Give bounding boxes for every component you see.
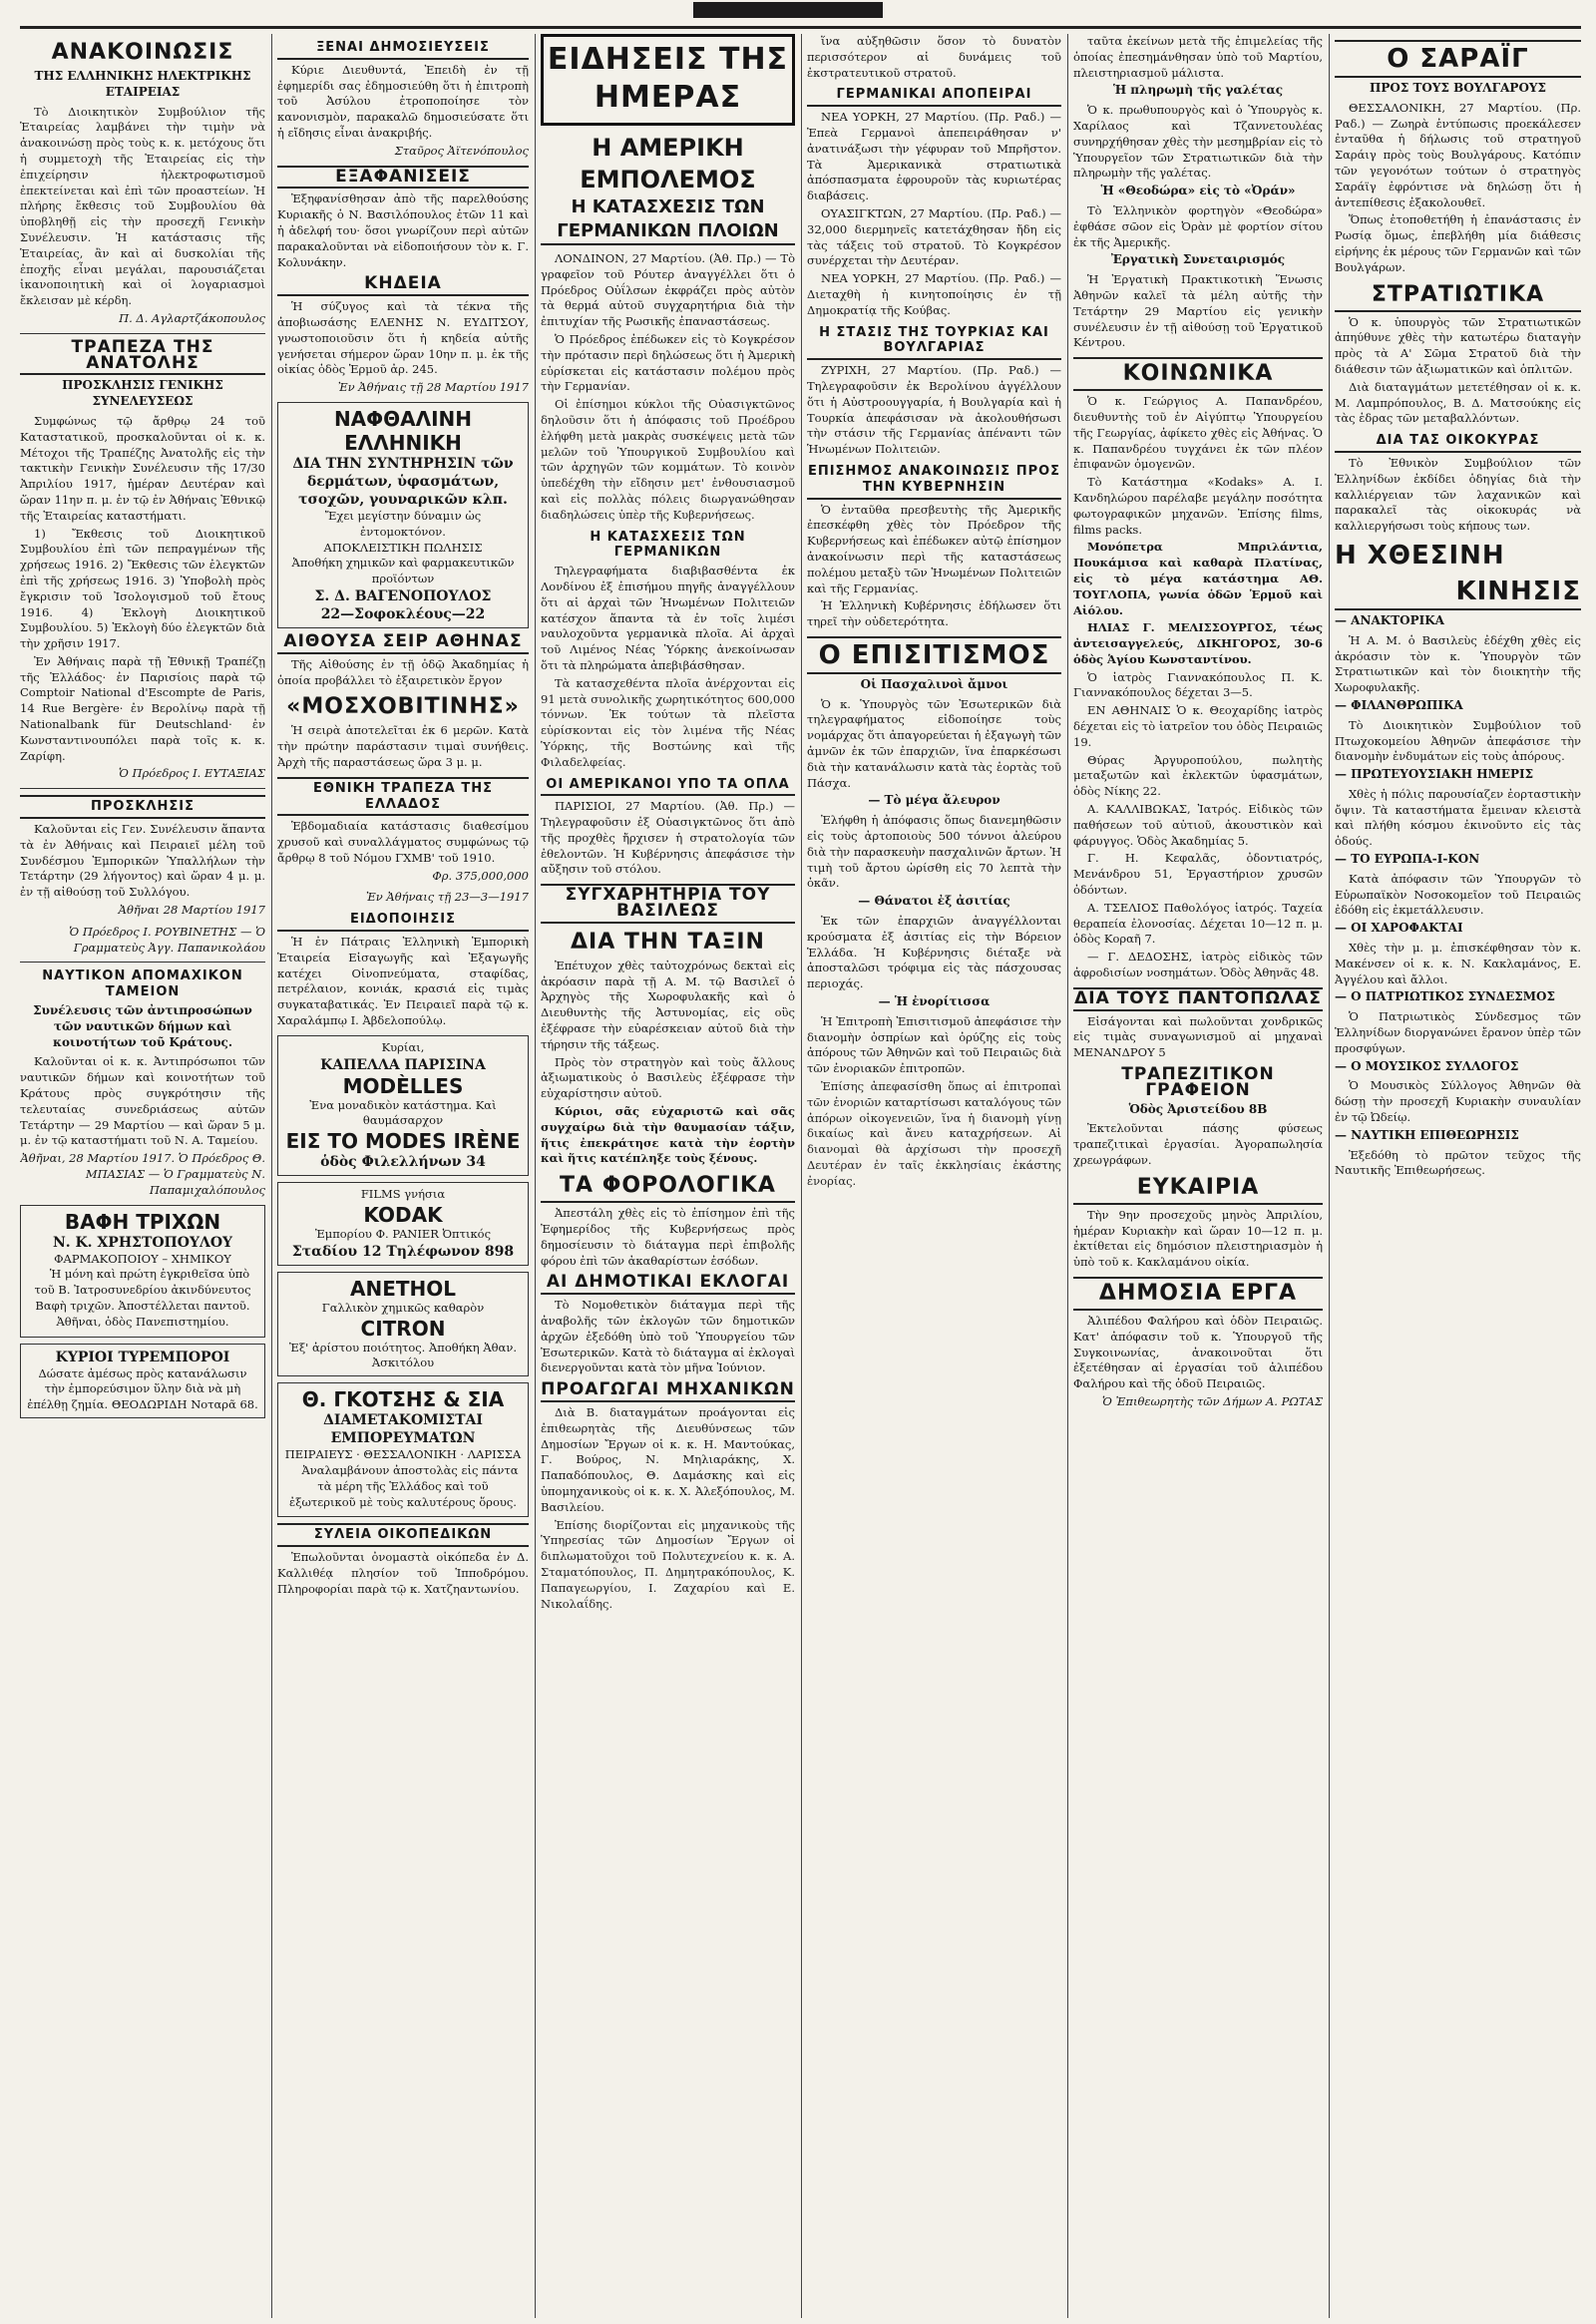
patriotikos-body: Ὁ Πατριωτικὸς Σύνδεσμος τῶν Ἑλληνίδων διοργανώνει ἔρανον ὑπὲρ τῶν προσφύγων. <box>1335 1009 1581 1055</box>
kodak-films: FILMS γνήσια <box>360 1187 446 1202</box>
episitismos-kicker: Οἱ Πασχαλινοὶ ἄμνοι <box>860 676 1008 691</box>
evropaikon-body: Κατὰ ἀπόφασιν τῶν Ὑπουργῶν τὸ Εὐρωπαϊκὸν Νοσοκομεῖον τοῦ Πειραιῶς ἐδόθη εἰς ἐκμετάλλευσιν. <box>1335 871 1581 918</box>
stratiotika-body: Ὁ κ. ὑπουργὸς τῶν Στρατιωτικῶν ἀπηύθυνε χθὲς τὴν κατωτέρω διαταγὴν πρὸς τὰ Α' Σῶμα Στρατοῦ διὰ τὴν διάθεσιν τῶν ἀξιωματικῶν καὶ ὁπλιτῶν. <box>1335 314 1581 376</box>
protevousiaki-heading: — ΠΡΩΤΕΥΟΥΣΙΑΚΗ ΗΜΕΡΙΣ <box>1335 767 1534 782</box>
kodak-ad <box>277 1182 529 1266</box>
mousikos-body: Ὁ Μουσικὸς Σύλλογος Ἀθηνῶν θὰ δώσῃ τὴν προσεχῆ Κυριακὴν συναυλίαν ἐν τῷ Ὠδείῳ. <box>1335 1078 1581 1125</box>
pantopoles-body: Εἰσάγονται καὶ πωλοῦνται χονδρικῶς εἰς τιμὰς συναγωνισμοῦ αἱ μηχαναὶ ΜΕΝΑΝΔΡΟΥ 5 <box>1073 1013 1323 1060</box>
ekloges-heading: ΑΙ ΔΗΜΟΤΙΚΑΙ ΕΚΛΟΓΑΙ <box>541 1275 795 1295</box>
column-1 <box>20 34 265 2318</box>
filanthropika-body: Τὸ Διοικητικὸν Συμβούλιον τοῦ Πτωχοκομείου Ἀθηνῶν ἀπεφάσισε τὴν διανομὴν ἐνδυμάτων εἰς τοὺς ἀπόρους. <box>1335 717 1581 764</box>
kapella-ad <box>277 1035 529 1176</box>
citron-brand: CITRON <box>360 1316 446 1341</box>
gkotsis-body: Ἀναλαμβάνουν ἀποστολὰς εἰς πάντα τὰ μέρη τῆς Ἑλλάδος καὶ τοῦ ἐξωτερικοῦ μὲ τοὺς καλυτέρους ὅρους. <box>289 1463 519 1509</box>
nautikon-signature: Ἀθῆναι, 28 Μαρτίου 1917. Ὁ Πρόεδρος Θ. ΜΠΑΣΙΑΣ — Ὁ Γραμματεὺς Ν. Παπαμιχαλόπουλος <box>20 1151 265 1197</box>
gkotsis-ad <box>277 1382 529 1517</box>
dimosia-erga-signature: Ὁ Ἐπιθεωρητὴς τῶν Δήμων Α. ΡΩΤΑΣ <box>1102 1393 1323 1408</box>
amerikanoi-heading: ΟΙ ΑΜΕΡΙΚΑΝΟΙ ΥΠΟ ΤΑ ΟΠΛΑ <box>541 777 795 797</box>
naftalini-ad <box>277 402 529 628</box>
ergatikos-heading: Ἐργατικὴ Συνεταιρισμός <box>1110 252 1286 267</box>
page-header-strip <box>20 0 1581 30</box>
aithousa-film-title: «ΜΟΣΧΟΒΙΤΙΝΗΣ» <box>286 694 520 720</box>
kapella-line: Ἐνα μοναδικὸν κατάστημα. Καὶ θαυμάσαρχον <box>309 1097 497 1128</box>
koinonika-body: Ὁ κ. Γεώργιος Α. Παπανδρέου, διευθυντὴς τοῦ ἐν Αἰγύπτῳ Ὑπουργείου τῆς Γεωργίας, ἀφίκετο χθὲς εἰς Ἀθήνας. Ὁ κ. Παπανδρέου τυγχάνει ἐκ τῶν πλέον ἐπιφανῶν ὁμογενῶν. <box>1073 394 1323 472</box>
basileos-heading: ΣΥΓΧΑΡΗΤΗΡΙΑ ΤΟΥ ΒΑΣΙΛΕΩΣ <box>541 884 795 924</box>
tourkia-body: ΖΥΡΙΧΗ, 27 Μαρτίου. (Πρ. Ραδ.) — Τηλεγραφοῦσιν ἐκ Βερολίνου ἀγγέλλουν ὅτι ἡ Αὐστροουγγαρία, ἡ Βουλγαρία καὶ ἡ Τουρκία ἀπεφάσισαν νὰ ἀκολουθήσωσι τὴν στάσιν τῆς Γερμανίας ἀπέναντι τῶν Ἡνωμένων Πολιτειῶν. <box>807 363 1061 457</box>
episitismos-kicker-4: — Ἡ ἐνορίτισσα <box>878 994 991 1009</box>
column-3 <box>541 34 795 2318</box>
episitismos-heading: Ο ΕΠΙΣΙΤΙΣΜΟΣ <box>807 636 1061 674</box>
section-divider <box>20 788 265 789</box>
kinisis-heading: ΚΙΝΗΣΙΣ <box>1335 577 1581 610</box>
anakoinosis-heading: ΑΝΑΚΟΙΝΩΣΙΣ <box>51 40 234 65</box>
giannakopoulos-notice: Ὁ ἰατρὸς Γιαννακόπουλος Π. Κ. Γιαννακόπουλος δέχεται 3—5. <box>1073 669 1323 700</box>
kapella-store: ΕΙΣ ΤΟ MODES IRÈNE <box>285 1129 521 1154</box>
sarait-heading: Ο ΣΑΡΑΪΓ <box>1335 40 1581 78</box>
episitismos-body: Ὁ κ. Ὑπουργὸς τῶν Ἐσωτερικῶν διὰ τηλεγραφήματος εἰδοποίησε τοὺς νομάρχας ὅτι ἀπαγορεύεται ἡ ἐξαγωγὴ τῶν ἀμνῶν ἐκ τῶν ἐπαρχιῶν, ἵνα ἐπαρκέσωσι διὰ τὴν κατανάλωσιν κατὰ τὰς ἑορτὰς τοῦ Πάσχα. <box>807 696 1061 790</box>
evropaikon-heading: — ΤΟ ΕΥΡΩΠΑ-Ι-ΚΟΝ <box>1335 852 1480 867</box>
trapeza-para-1: Συμφώνως τῷ ἄρθρῳ 24 τοῦ Καταστατικοῦ, προσκαλοῦνται οἱ κ. κ. Μέτοχοι τῆς Τραπέζης Ἀνατολῆς εἰς τὴν τακτικὴν Γενικὴν Συνέλευσιν τῆς 17/30 Ἀπριλίου 1917, ἡμέραν Δευτέραν καὶ ὥραν 11ην π. μ. ἐν τῷ ἐν Ἀθήναις Ἐθνικῷ τῆς Ἑταιρείας καταστήματι. <box>20 413 265 523</box>
naftalini-title: ΝΑΦΘΑΛΙΝΗ ΕΛΛΗΝΙΚΗ <box>333 406 473 455</box>
basileos-body: Ἐπέτυχον χθὲς ταὐτοχρόνως δεκταὶ εἰς ἀκρόασιν παρὰ τῇ Α. Μ. τῷ Βασιλεῖ ὁ Ἀρχηγὸς τῆς Χωροφυλακῆς καὶ ὁ Διευθυντὴς τῆς Ἀστυνομίας, εἰς οὓς ἐξέφρασε τὴν εὐαρέσκειαν αὐτοῦ διὰ τὴν τήρησιν τῆς τάξεως. <box>541 958 795 1051</box>
prosklisis-heading: ΠΡΟΣΚΛΗΣΙΣ <box>20 795 265 819</box>
xarofaktai-heading: — ΟΙ ΧΑΡΟΦΑΚΤΑΙ <box>1335 921 1463 936</box>
pantopoles-heading: ΔΙΑ ΤΟΥΣ ΠΑΝΤΟΠΩΛΑΣ <box>1073 987 1323 1011</box>
basileos-quote: Κύριοι, σᾶς εὐχαριστῶ καὶ σᾶς συγχαίρω διὰ τὴν θαυμασίαν τάξιν, ἥτις ἐπεκράτησε κατὰ τὴν ἑορτὴν καὶ ἥτις κατέπληξε τοὺς ξένους. <box>541 1104 795 1166</box>
oikokyres-heading: ΔΙΑ ΤΑΣ ΟΙΚΟΚΥΡΑΣ <box>1335 433 1581 453</box>
trapezitikon-address: Ὁδὸς Ἀριστείδου 8Β <box>1128 1101 1268 1116</box>
dedosis-notice: — Γ. ΔΕΔΟΣΗΣ, ἰατρὸς εἰδικὸς τῶν ἀφροδισίων νοσημάτων. Ὁδὸς Ἀθηνᾶς 48. <box>1073 950 1323 980</box>
efkairia-heading: ΕΥΚΑΙΡΙΑ <box>1073 1175 1323 1205</box>
lead-para-2: Ὁ Πρόεδρος ἐπέδωκεν εἰς τὸ Κογκρέσον τὴν πρότασιν περὶ δηλώσεως ὅτι ἡ Ἀμερικὴ εὑρίσκεται εἰς κατάστασιν πολέμου πρὸς τὴν Γερμανίαν. <box>541 331 795 394</box>
nautiki-body: Ἐξεδόθη τὸ πρῶτον τεῦχος τῆς Ναυτικῆς Ἐπιθεωρήσεως. <box>1335 1147 1581 1178</box>
trapeza-para-3: Ἐν Ἀθήναις παρὰ τῇ Ἐθνικῇ Τραπέζῃ τῆς Ἑλλάδος· ἐν Παρισίοις παρὰ τῷ Comptoir National d'Escompte de Paris, 14 Rue Bergère· ἐν Βερολίνῳ παρὰ τῇ Nationalbank für Deutschland· ἐν Κωνσταντινουπόλει παρὰ τοῖς κ. κ. Ζαρίφη. <box>20 653 265 763</box>
newspaper-page <box>20 0 1581 2324</box>
citron-line: Ἐξ' ἀρίστου ποιότητος. Ἀποθήκη Ἀθαν. Ἀσκιτόλου <box>289 1340 517 1370</box>
ethniki-amount: Φρ. 375,000,000 <box>432 868 529 883</box>
mixanikon-heading: ΠΡΟΑΓΩΓΑΙ ΜΗΧΑΝΙΚΩΝ <box>541 1382 795 1402</box>
kapella-salutation: Κυρίαι, <box>381 1039 425 1054</box>
header-rule <box>20 26 1581 29</box>
melissourgos-notice: ΗΛΙΑΣ Γ. ΜΕΛΙΣΣΟΥΡΓΟΣ, τέως ἀντεισαγγελεύς, ΔΙΚΗΓΟΡΟΣ, 30-6 ὁδὸς Ἁγίου Κωνσταντίνου. <box>1073 620 1323 666</box>
episimos-body: Ὁ ἐνταῦθα πρεσβευτὴς τῆς Ἀμερικῆς ἐπεσκέφθη χθὲς τὸν Πρόεδρον τῆς Κυβερνήσεως καὶ ἐπέδωκεν αὐτῷ ἐπίσημον ἀνακοίνωσιν περὶ τῆς καταστάσεως πολέμου μεταξὺ τῶν Ἡνωμένων Πολιτειῶν καὶ τῆς Γερμανίας. <box>807 502 1061 595</box>
dimosia-erga-body: Ἀλιπέδου Φαλήρου καὶ ὁδὸν Πειραιῶς. Κατ' ἀπόφασιν τοῦ κ. Ὑπουργοῦ τῆς Συγκοινωνίας, ἀνακοινοῦται ὅτι ἐξετέθησαν αἱ ἐργασίαι τοῦ ἀλιπέδου Φαλήρου καὶ τῆς ὁδοῦ Πειραιῶς. <box>1073 1313 1323 1391</box>
plirotmi-heading: Ἡ πληρωμὴ τῆς γαλέτας <box>1112 83 1284 98</box>
nautikon-dek: Συνέλευσις τῶν ἀντιπροσώπων τῶν ναυτικῶν δήμων καὶ κοινοτήτων τοῦ Κράτους. <box>33 1003 252 1049</box>
episitismos-kicker-2: — Τὸ μέγα ἄλευρον <box>868 793 1000 808</box>
argyropoulos-notice: Θύρας Ἀργυροπούλου, πωλητὴς μεταξωτῶν καὶ ἐκλεκτῶν ὑφασμάτων, ὁδὸς Νίκης 22. <box>1073 752 1323 799</box>
anakoinosis-signature: Π. Δ. Αγλαρτζάκοπουλος <box>119 310 265 325</box>
plirotmi-body: Ὁ κ. πρωθυπουργὸς καὶ ὁ Ὑπουργὸς κ. Χαρίλαος καὶ Τζαννετουλέας συνηρχήθησαν χθὲς τὴν μεσημβρίαν εἰς τὸ Ὑπουργεῖον τῶν Στρατιωτικῶν διὰ τὴν πληρωμὴν τῆς γαλέτας. <box>1073 103 1323 181</box>
naftalini-name: Σ. Δ. ΒΑΓΕΝΟΠΟΥΛΟΣ <box>314 587 492 604</box>
ethniki-heading: ΕΘΝΙΚΗ ΤΡΑΠΕΖΑ ΤΗΣ ΕΛΛΑΔΟΣ <box>277 777 529 817</box>
episitismos-kicker-3: — Θάνατοι ἐξ ἀσιτίας <box>858 894 1010 909</box>
trapeza-signature: Ὁ Πρόεδρος Ι. ΕΥΤΑΞΙΑΣ <box>118 766 265 781</box>
ekloges-body: Τὸ Νομοθετικὸν διάταγμα περὶ τῆς ἀναβολῆς τῶν ἐκλογῶν τῶν δημοτικῶν ἀρχῶν ἐξεδόθη ὑπὸ τοῦ Ὑπουργείου τῶν Ἐσωτερικῶν. Κατὰ τὸ διάταγμα αἱ ἐκλογαὶ διενεργοῦνται κατὰ τὸν μῆνα Ἰούνιον. <box>541 1298 795 1375</box>
kodak-address: Σταδίου 12 Τηλέφωνον 898 <box>291 1243 515 1260</box>
naftalini-store: Ἀποθήκη χημικῶν καὶ φαρμακευτικῶν προϊόντων <box>291 556 515 586</box>
episitismos-filler: Ἐπίσης ἀπεφασίσθη ὅπως αἱ ἐπιτροπαὶ τῶν ἐνοριῶν καταρτίσωσι καταλόγους τῶν ἀπόρων οἰκογενειῶν, ἵνα ἡ διανομὴ γίνῃ δικαίως καὶ ἄνευ καταχρήσεων. Αἱ διανομαὶ θὰ ἀρχίσωσι τὴν προσεχῆ Δευτέραν ἐν ταῖς ἐκκλησίαις ἑκάστης ἐνορίας. <box>807 1079 1061 1188</box>
episimos-body-2: Ἡ Ἑλληνικὴ Κυβέρνησις ἐδήλωσεν ὅτι τηρεῖ τὴν οὐδετερότητα. <box>807 598 1061 629</box>
column-rule <box>535 34 536 2318</box>
syleia-heading: ΣΥΛΕΙΑ ΟΙΚΟΠΕΔΙΚΩΝ <box>277 1523 529 1547</box>
tourkia-heading: Η ΣΤΑΣΙΣ ΤΗΣ ΤΟΥΡΚΙΑΣ ΚΑΙ ΒΟΥΛΓΑΡΙΑΣ <box>807 325 1061 361</box>
kapella-title: ΚΑΠΕΛΛΑ ΠΑΡΙΣΙΝΑ <box>320 1056 486 1073</box>
masthead-ink-blot <box>693 2 883 18</box>
forologika-heading: ΤΑ ΦΟΡΟΛΟΓΙΚΑ <box>541 1173 795 1203</box>
protevousiaki-body: Χθὲς ἡ πόλις παρουσίαζεν ἐορταστικὴν ὄψιν. Τὰ καταστήματα ἔμειναν κλειστὰ καὶ πλήθη κόσμου ἐκινοῦντο εἰς τὰς ὁδούς. <box>1335 786 1581 849</box>
column-rule <box>1329 34 1330 2318</box>
koinonika-heading: ΚΟΙΝΩΝΙΚΑ <box>1073 357 1323 391</box>
anethol-line: Γαλλικὸν χημικῶς καθαρὸν <box>321 1300 485 1315</box>
column-6 <box>1335 34 1581 2318</box>
kodak-brand: KODAK <box>363 1203 443 1228</box>
kideia-body: Ἡ σύζυγος καὶ τὰ τέκνα τῆς ἀποβιωσάσης ΕΛΕΝΗΣ Ν. ΕΥΔΙΤΣΟΥ, γνωστοποιοῦσιν ὅτι ἡ κηδεία αὐτῆς γενήσεται σήμερον ὥραν 10ην π. μ. ἐκ τῆς οἰκίας ὁδὸς Ἑρμοῦ ἀρ. 245. <box>277 299 529 377</box>
kideia-date: Ἐν Ἀθήναις τῇ 28 Μαρτίου 1917 <box>337 380 529 395</box>
lead-continuation: ἵνα αὐξηθῶσιν ὅσον τὸ δυνατὸν περισσότερον αἱ δυνάμεις τοῦ ἐκστρατευτικοῦ στρατοῦ. <box>807 34 1061 80</box>
naftalini-sole-sale: ΑΠΟΚΛΕΙΣΤΙΚΗ ΠΩΛΗΣΙΣ <box>323 540 483 555</box>
kapella-title-2: MODÈLLES <box>342 1073 464 1098</box>
ethniki-body: Ἑβδομαδιαία κατάστασις διαθεσίμου χρυσοῦ καὶ συναλλάγματος συμφώνως τῷ ἄρθρῳ 8 τοῦ Νόμου ΓΧΜΒ' τοῦ 1910. <box>277 819 529 865</box>
trapeza-subheading: ΠΡΟΣΚΛΗΣΙΣ ΓΕΝΙΚΗΣ ΣΥΝΕΛΕΥΣΕΩΣ <box>62 378 223 409</box>
exafaniseis-heading: ΕΞΑΦΑΝΙΣΕΙΣ <box>277 166 529 190</box>
tyremporoi-body: Δώσατε ἀμέσως πρὸς κατανάλωσιν τὴν ἐμπορεύσιμον ὕλην διὰ νὰ μὴ ἐπέλθῃ ζημία. ΘΕΟΔΩΡΙΔΗ Νοταρᾶ 68. <box>27 1365 258 1412</box>
eidopoiisis-body: Ἡ ἐν Πάτραις Ἑλληνικὴ Ἐμπορικὴ Ἑταιρεία Εἰσαγωγῆς καὶ Ἐξαγωγῆς κατέχει Οἰνοπνεύματα, σταφίδας, πετρέλαιον, κονιάκ, κρασιά εἰς τιμὰς συγκαταβατικάς. Ἐν Πειραιεῖ παρὰ τῷ κ. Χαραλάμπῳ Ι. Ἀβδελοπούλῳ. <box>277 935 529 1028</box>
xenai-heading: ΞΕΝΑΙ ΔΗΜΟΣΙΕΥΣΕΙΣ <box>277 40 529 60</box>
stratiotika-heading: ΣΤΡΑΤΙΩΤΙΚΑ <box>1335 282 1581 312</box>
section-masthead <box>541 34 795 126</box>
masthead-title: ΕΙΔΗΣΕΙΣ ΤΗΣ ΗΜΕΡΑΣ <box>547 42 789 115</box>
eidopoiisis-heading: ΕΙΔΟΠΟΙΗΣΙΣ <box>277 912 529 932</box>
anakoinosis-subheading: ΤΗΣ ΕΛΛΗΝΙΚΗΣ ΗΛΕΚΤΡΙΚΗΣ ΕΤΑΙΡΕΙΑΣ <box>34 69 251 99</box>
col5-top-continuation: ταῦτα ἐκείνων μετὰ τῆς ἐπιμελείας τῆς ὁποίας ἐπεσημάνθησαν ὑπὸ τοῦ Μαρτίου, πλειστηριασμοῦ μάλιστα. <box>1073 34 1323 80</box>
aithousa-body: Τῆς Αἰθούσης ἐν τῇ ὁδῷ Ἀκαδημίας ἡ ὁποία προβάλλει τὸ ἐξαιρετικὸν ἔργον <box>277 656 529 687</box>
amerikanoi-body: ΠΑΡΙΣΙΟΙ, 27 Μαρτίου. (Ἀθ. Πρ.) — Τηλεγραφοῦσιν ἐξ Οὐασιγκτῶνος ὅτι ἀπὸ τῆς προχθὲς ἤρχισεν ἡ στρατολογία τῶν ἐθελοντῶν. Ἡ Κυβέρνησις ἀπεφάσισε τὴν αὔξησιν τοῦ στόλου. <box>541 799 795 877</box>
ethniki-date: Ἐν Ἀθήναις τῇ 23—3—1917 <box>365 890 529 905</box>
lead-subheadline: Η ΚΑΤΑΣΧΕΣΙΣ ΤΩΝ ΓΕΡΜΑΝΙΚΩΝ ΠΛΟΙΩΝ <box>541 195 795 245</box>
section-divider <box>20 962 265 963</box>
vafi-name: Ν. Κ. ΧΡΗΣΤΟΠΟΥΛΟΥ <box>52 1234 233 1251</box>
kodak-seller: Ἐμπορίου Φ. PANIER Ὀπτικός <box>314 1227 492 1242</box>
mousikos-heading: — Ο ΜΟΥΣΙΚΟΣ ΣΥΛΛΟΓΟΣ <box>1335 1058 1519 1073</box>
lead-para-filler: Οἱ ἐπίσημοι κύκλοι τῆς Οὐασιγκτῶνος δηλοῦσιν ὅτι ἡ ἀπόφασις τοῦ Προέδρου ἐλήφθη μετὰ μακρὰς συσκέψεις μετὰ τῶν μελῶν τοῦ Ὑπουργικοῦ Συμβουλίου καὶ τῶν ἀρχηγῶν τῶν κομμάτων. Τὸ κοινὸν ὑπεδέχθη τὴν εἴδησιν μετ' ἐνθουσιασμοῦ καὶ εἰς πολλὰς πόλεις διωργανώθησαν διαδηλώσεις ὑπὲρ τῆς Κυβερνήσεως. <box>541 397 795 522</box>
basileos-body-2: Πρὸς τὸν στρατηγὸν καὶ τοὺς ἄλλους ἀξιωματικοὺς ὁ Βασιλεὺς ἐξέφρασε τὴν εὐχαρίστησιν αὐτοῦ. <box>541 1054 795 1101</box>
column-2 <box>277 34 529 2318</box>
prosklisis-body: Καλοῦνται εἰς Γεν. Συνέλευσιν ἅπαντα τὰ ἐν Ἀθήναις καὶ Πειραιεῖ μέλη τοῦ Συνδέσμου Ἐμπορικῶν Ὑπαλλήλων τὴν Τετάρτην (29 λήγοντος) καὶ ὥραν 4 μ. μ. ἐν τῇ αἰθούσῃ τοῦ Συλλόγου. <box>20 822 265 900</box>
anaktorika-body: Ἡ Α. Μ. ὁ Βασιλεὺς ἐδέχθη χθὲς εἰς ἀκρόασιν τὸν κ. Ὑπουργὸν τῶν Στρατιωτικῶν καὶ τὸν διοικητὴν τῆς Χωροφυλακῆς. <box>1335 632 1581 695</box>
trapezitikon-body: Ἐκτελοῦνται πάσης φύσεως τραπεζιτικαὶ ἐργασίαι. Ἀγοραπωλησία χρεωγράφων. <box>1073 1121 1323 1167</box>
naftalini-line: Ἔχει μεγίστην δύναμιν ὡς ἐντομοκτόνον. <box>324 508 482 539</box>
tyremporoi-title: ΚΥΡΙΟΙ ΤΥΡΕΜΠΟΡΟΙ <box>55 1349 230 1365</box>
sarait-body: ΘΕΣΣΑΛΟΝΙΚΗ, 27 Μαρτίου. (Πρ. Ραδ.) — Ζωηρὰ ἐντύπωσις προεκάλεσεν ἐνταῦθα ἡ δήλωσις τοῦ στρατηγοῦ Σαράιγ πρὸς τοὺς Βουλγάρους. Κατόπιν τῶν γεγονότων τούτων ὁ στρατηγὸς Σαράϊγ ἐφρόντισε νὰ δηλώσῃ ὅτι ἡ ἀντεπίθεσις ἐξακολουθεῖ. <box>1335 100 1581 209</box>
koinonika-body-2: Τὸ Κατάστημα «Kodaks» Α. Ι. Κανδηλώρου παρέλαβε μεγάλην ποσότητα φωτογραφικῶν μηχανῶν. Ἐπίσης films, films packs. <box>1073 475 1323 537</box>
episitismos-body-4: Ἡ Ἐπιτροπὴ Ἐπισιτισμοῦ ἀπεφάσισε τὴν διανομὴν ὀσπρίων καὶ ὀρύζης εἰς τοὺς ἀπόρους τῶν Ἀθηνῶν καὶ τοῦ Πειραιῶς διὰ τῶν ἐνοριακῶν ἐπιτροπῶν. <box>807 1013 1061 1076</box>
gkotsis-name: Θ. ΓΚΟΤΣΗΣ & ΣΙΑ <box>301 1387 505 1412</box>
katasxesis-body: Τηλεγραφήματα διαβιβασθέντα ἐκ Λονδίνου ἐξ ἐπισήμου πηγῆς ἀναγγέλλουν ὅτι αἱ ἀρχαὶ τῶν Ἡνωμένων Πολιτειῶν κατέσχον ἅπαντα τὰ ἐν τοῖς λιμέσι ναυλοχοῦντα γερμανικὰ πλοῖα. Αἱ ἀρχαὶ τοῦ Λιμένος Νέας Ὑόρκης ἀνεκοίνωσαν ὅτι τὰ πληρώματα ἀπεβιβάσθησαν. <box>541 564 795 672</box>
theocharidis-notice: ΕΝ ΑΘΗΝΑΙΣ Ὁ κ. Θεοχαρίδης ἰατρὸς δέχεται εἰς τὸ ἰατρεῖον του ὁδὸς Πειραιῶς 19. <box>1073 703 1323 749</box>
basileos-subheading: ΔΙΑ ΤΗΝ ΤΑΞΙΝ <box>571 929 765 955</box>
sarait-body-2: Ὅπως ἐτοποθετήθη ἡ ἐπανάστασις ἐν Ρωσίᾳ ὅμως, ἐπεβλήθη μία διάθεσις εἰρήνης ἐκ μέρους τῶν Γερμανῶν καὶ τῶν Βουλγάρων. <box>1335 212 1581 274</box>
filanthropika-heading: — ΦΙΛΑΝΘΡΩΠΙΚΑ <box>1335 697 1463 712</box>
germanikai-body-2: ΟΥΑΣΙΓΚΤΩΝ, 27 Μαρτίου. (Πρ. Ραδ.) — 32,000 διερμηνεῖς κατετάχθησαν ἤδη εἰς τὰς τάξεις τοῦ στρατοῦ. Τὸ Κογκρέσον συνέρχεται τὴν Δευτέραν. <box>807 205 1061 268</box>
xthesini-heading: Η ΧΘΕΣΙΝΗ <box>1335 540 1505 571</box>
theodora-body: Τὸ Ἑλληνικὸν φορτηγὸν «Θεοδώρα» ἐφθάσε σῶον εἰς Ὀρὰν μὲ φορτίον σίτου ἐκ τῆς Ἀμερικῆς. <box>1073 202 1323 249</box>
column-rule <box>801 34 802 2318</box>
vafi-trixon-ad <box>20 1205 265 1338</box>
naftalini-address: 22—Σοφοκλέους—22 <box>320 605 486 622</box>
anaktorika-heading: — ΑΝΑΚΤΟΡΙΚΑ <box>1335 612 1444 627</box>
prosklisis-date: Ἀθῆναι 28 Μαρτίου 1917 <box>118 903 265 918</box>
germanikai-body-1: ΝΕΑ ΥΟΡΚΗ, 27 Μαρτίου. (Πρ. Ραδ.) — Ἐπεὰ Γερμανοὶ ἀπεπειράθησαν ν' ἀνατινάξωσι τὴν γέφυραν τοῦ Μπρῆστον. Τὰ Ἀμερικανικὰ στρατιωτικὰ ἀπόσπασματα ἐφρουροῦν τὰς κυριωτέρας διαβάσεις. <box>807 110 1061 203</box>
kallivokas-notice: Α. ΚΑΛΛΙΒΩΚΑΣ, Ἰατρός. Εἰδικὸς τῶν παθήσεων τοῦ αὐτιοῦ, ἀκουστικὸν καὶ φάρυγγος. Ὁδὸς Ἀκαδημίας 5. <box>1073 802 1323 848</box>
dimosia-erga-heading: ΔΗΜΟΣΙΑ ΕΡΓΑ <box>1073 1277 1323 1311</box>
syleia-body: Ἐπωλοῦνται ὀνομαστὰ οἰκόπεδα ἐν Δ. Καλλιθέᾳ πλησίον τοῦ Ἱπποδρόμου. Πληροφορίαι παρὰ τῷ κ. Χατζηαντωνίου. <box>277 1550 529 1596</box>
nautiki-heading: — ΝΑΥΤΙΚΗ ΕΠΙΘΕΩΡΗΣΙΣ <box>1335 1127 1519 1142</box>
trapeza-para-2: 1) Ἔκθεσις τοῦ Διοικητικοῦ Συμβουλίου ἐπὶ τῶν πεπραγμένων τῆς χρήσεως 1916. 2) Ἔκθεσις τῶν ἐλεγκτῶν ἐπὶ τῆς χρήσεως 1916. 3) Ὑποβολὴ πρὸς ἔγκρισιν τοῦ Ἰσολογισμοῦ τοῦ ἔτους 1916. 4) Ἐκλογὴ Διοικητικοῦ Συμβουλίου. 5) Ἐκλογὴ δύο ἐλεγκτῶν διὰ τὴν χρῆσιν 1917. <box>20 526 265 651</box>
mixanikon-filler: Ἐπίσης διορίζονται εἰς μηχανικοὺς τῆς Ὑπηρεσίας τῶν Δημοσίων Ἔργων οἱ διπλωματοῦχοι τοῦ Πολυτεχνείου κ. κ. Α. Σταματόπουλος, Π. Δημητρακόπουλος, Κ. Παπαγεωργίου, Ι. Ζαχαρίου καὶ Ε. Νικολαΐδης. <box>541 1517 795 1611</box>
ergatikos-body: Ἡ Ἐργατικὴ Πρακτικοτικὴ Ἕνωσις Ἀθηνῶν καλεῖ τὰ μέλη αὐτῆς τὴν Τετάρτην 29 Μαρτίου εἰς γενικὴν συνέλευσιν ἐν τῇ αἰθούσῃ τοῦ Ἐργατικοῦ Κέντρου. <box>1073 272 1323 350</box>
aithousa-body-2: Ἡ σειρὰ ἀποτελεῖται ἐκ 6 μερῶν. Κατὰ τὴν πρώτην παράστασιν τιμαὶ συνήθεις. Ἀρχὴ τῆς παραστάσεως ὥρα 3 μ. μ. <box>277 723 529 769</box>
germanikai-body-3: ΝΕΑ ΥΟΡΚΗ, 27 Μαρτίου. (Πρ. Ραδ.) — Διεταχθὴ ἡ κινητοποίησις ἐν τῇ Δημοκρατίᾳ τῆς Κούβας. <box>807 271 1061 317</box>
column-rule <box>1067 34 1068 2318</box>
kapella-address: ὁδὸς Φιλελλήνων 34 <box>320 1154 486 1171</box>
forologika-body: Ἀπεστάλη χθὲς εἰς τὸ ἐπίσημον ἐπὶ τῆς Ἐφημερίδος τῆς Κυβερνήσεως πρὸς δημοσίευσιν τὸ διάταγμα περὶ ἐπιβολῆς φόρου ἐπὶ τῶν ἀκαθαρίστων ἐσόδων. <box>541 1206 795 1268</box>
vafi-title: ΒΑΦΗ ΤΡΙΧΩΝ <box>64 1209 221 1234</box>
kideia-heading: ΚΗΔΕΙΑ <box>277 276 529 296</box>
episitismos-body-3: Ἐκ τῶν ἐπαρχιῶν ἀναγγέλλονται κρούσματα ἐξ ἀσιτίας εἰς τὴν Βόρειον Ἑλλάδα. Ἡ Κυβέρνησις διέταξε νὰ ἀποσταλῶσι τρόφιμα εἰς τὰς πάσχουσας περιοχάς. <box>807 914 1061 991</box>
patriotikos-heading: — Ο ΠΑΤΡΙΩΤΙΚΟΣ ΣΥΝΔΕΣΜΟΣ <box>1335 989 1555 1004</box>
lead-headline: Η ΑΜΕΡΙΚΗ ΕΜΠΟΛΕΜΟΣ <box>580 134 756 194</box>
xenai-body: Κύριε Διευθυντά, Ἐπειδὴ ἐν τῇ ἐφημερίδι σας ἐδημοσιεύθη ὅτι ἡ ἐπιτροπὴ τοῦ Ἀσύλου ἐτροποποίησε τὸν κανονισμὸν, παρακαλῶ δημοσιεύσατε ὅτι ἡ εἴδησις εἶναι ἀνακριβής. <box>277 62 529 140</box>
trapeza-heading: ΤΡΑΠΕΖΑ ΤΗΣ ΑΝΑΤΟΛΗΣ <box>20 340 265 376</box>
vafi-body: Ἡ μόνη καὶ πρώτη ἐγκριθεῖσα ὑπὸ τοῦ Β. Ἰατροσυνεδρίου ἀκινδύνευτος Βαφὴ τριχῶν. Ἀποστέλλεται παντοῦ. Ἀθῆναι, ὁδὸς Πανεπιστημίου. <box>34 1267 251 1329</box>
anethol-ad <box>277 1272 529 1376</box>
column-rule <box>271 34 272 2318</box>
gkotsis-sub: ΔΙΑΜΕΤΑΚΟΜΙΣΤΑΙ ΕΜΠΟΡΕΥΜΑΤΩΝ <box>323 1412 483 1447</box>
episitismos-body-2: Ἐλήφθη ἡ ἀπόφασις ὅπως διανεμηθῶσιν εἰς τοὺς ἀρτοποιοὺς 500 τόννοι ἀλεύρου διὰ τὴν παρασκευὴν πασχαλινῶν ἄρτων. Ἡ τιμὴ τοῦ ἄρτου ὡρίσθη εἰς 70 λεπτὰ τὴν ὀκᾶν. <box>807 813 1061 891</box>
stratiotika-body-2: Διὰ διαταγμάτων μετετέθησαν οἱ κ. κ. Μ. Λαμπρόπουλος, Β. Δ. Ματσούκης εἰς τὰς ἑδρας τῶν μεταβαλλόντων. <box>1335 379 1581 426</box>
kefalas-notice: Γ. Η. Κεφαλᾶς, ὀδοντιατρός, Μενάνδρου 51, Ἐργαστήριον χρυσῶν ὀδόντων. <box>1073 851 1323 898</box>
anethol-brand: ANETHOL <box>349 1276 456 1301</box>
tselios-notice: Α. ΤΣΕΛΙΟΣ Παθολόγος ἰατρός. Ταχεία θεραπεία ἐλονοσίας. Δέχεται 10—12 π. μ. ὁδὸς Κοραῆ 7. <box>1073 900 1323 947</box>
section-divider <box>20 333 265 334</box>
xarofaktai-body: Χθὲς τὴν μ. μ. ἐπισκέφθησαν τὸν κ. Μακένσεν οἱ κ. κ. Ν. Κακλαμάνος, Ε. Ἀγγέλου καὶ ἄλλοι. <box>1335 941 1581 986</box>
katasxesis-filler: Τὰ κατασχεθέντα πλοῖα ἀνέρχονται εἰς 91 μετὰ συνολικῆς χωρητικότητος 600,000 τόννων. Ἐκ τούτων τὰ πλεῖστα εὑρίσκονται εἰς τὸν λιμένα τῆς Νέας Ὑόρκης, τῆς Βοστώνης καὶ τῆς Φιλαδελφείας. <box>541 675 795 769</box>
xenai-signature: Σταῦρος Ἀϊτενόπουλος <box>394 143 529 158</box>
anakoinosis-body: Τὸ Διοικητικὸν Συμβούλιον τῆς Ἑταιρείας λαμβάνει τὴν τιμὴν νὰ ἀνακοινώσῃ πρὸς τοὺς κ. κ. μετόχους ὅτι ἡ συμμετοχὴ τῆς Ἑταιρείας εἰς τὴν ἐπιχείρησιν ἠλεκτροφωτισμοῦ ἐπεκτείνεται καὶ ἐπὶ τῶν προαστείων. Ἡ πλήρης ἔκθεσις τοῦ Συμβουλίου θὰ ὑποβληθῇ εἰς τὴν προσεχῆ Γενικὴν Συνέλευσιν. Ἡ κατάστασις τῆς Ἑταιρείας, ἂν καὶ αἱ δυσκολίαι τῆς ἐποχῆς εἶναι μεγάλαι, παρουσιάζεται ἱκανοποιητικὴ καὶ οἱ λογαριασμοὶ ἔκλεισαν μὲ κέρδη. <box>20 104 265 308</box>
theodora-heading: Ἡ «Θεοδώρα» εἰς τὸ «Ὀράν» <box>1100 184 1296 198</box>
germanikai-heading: ΓΕΡΜΑΝΙΚΑΙ ΑΠΟΠΕΙΡΑΙ <box>807 87 1061 107</box>
gkotsis-cities: ΠΕΙΡΑΙΕΥΣ · ΘΕΣΣΑΛΟΝΙΚΗ · ΛΑΡΙΣΣΑ <box>284 1447 522 1462</box>
episimos-heading: ΕΠΙΣΗΜΟΣ ΑΝΑΚΟΙΝΩΣΙΣ ΠΡΟΣ ΤΗΝ ΚΥΒΕΡΝΗΣΙΝ <box>807 464 1061 500</box>
katasxesis-heading: Η ΚΑΤΑΣΧΕΣΙΣ ΤΩΝ ΓΕΡΜΑΝΙΚΩΝ <box>590 529 746 561</box>
prosklisis-signature: Ὁ Πρόεδρος Ι. ΡΟΥΒΙΝΕΤΗΣ — Ὁ Γραμματεὺς Ἀγγ. Παπανικολάου <box>69 924 265 955</box>
naftalini-dek: ΔΙΑ ΤΗΝ ΣΥΝΤΗΡΗΣΙΝ τῶν δερμάτων, ὑφασμάτων, τσοχῶν, γουναρικῶν κλπ. <box>292 455 514 508</box>
efkairia-body: Τὴν 9ην προσεχοῦς μηνὸς Ἀπριλίου, ἡμέραν Κυριακὴν καὶ ὥραν 10—12 π. μ. ἐκτίθεται εἰς δημόσιον πλειστηριασμὸν ἡ ὑπὸ τοῦ κ. Κακλαμάνου οἰκία. <box>1073 1207 1323 1270</box>
vafi-profession: ΦΑΡΜΑΚΟΠΟΙΟΥ – ΧΗΜΙΚΟΥ <box>54 1251 231 1266</box>
oikokyres-body: Τὸ Ἐθνικὸν Συμβούλιον τῶν Ἑλληνίδων ἐκδίδει ὁδηγίας διὰ τὴν καλλιέργειαν τῶν λαχανικῶν καὶ παρακαλεῖ τὰς οἰκοκυράς νὰ καλλιεργήσωσι τοὺς κήπους των. <box>1335 455 1581 534</box>
column-5 <box>1073 34 1323 2318</box>
aithousa-heading: ΑΙΘΟΥΣΑ ΣΕΙΡ ΑΘΗΝΑΣ <box>277 634 529 654</box>
tyremporoi-ad <box>20 1344 265 1418</box>
lead-para-1: ΛΟΝΔΙΝΟΝ, 27 Μαρτίου. (Ἀθ. Πρ.) — Τὸ γραφεῖον τοῦ Ρόυτερ ἀναγγέλλει ὅτι ὁ Πρόεδρος Οὐΐλσων ἐκφράζει πρὸς αὐτὸν τὰ θερμά αὐτοῦ συγχαρητήρια διὰ τὴν ἐπιτυχίαν τῆς Ρωσικῆς ἐπαναστάσεως. <box>541 251 795 329</box>
sarait-subheading: ΠΡΟΣ ΤΟΥΣ ΒΟΥΛΓΑΡΟΥΣ <box>1370 81 1546 95</box>
column-4 <box>807 34 1061 2318</box>
monopetra-notice: Μονόπετρα Μπριλάντια, Πουκάμισα καὶ καθαρὰ Πλατίνας, εἰς τὸ μέγα κατάστημα ΑΘ. ΤΟΥΓΛΟΠΑ, γωνία ὁδῶν Ἑρμοῦ καὶ Αἰόλου. <box>1073 540 1323 617</box>
exafaniseis-body: Ἐξηφανίσθησαν ἀπὸ τῆς παρελθούσης Κυριακῆς ὁ Ν. Βασιλόπουλος ἐτῶν 11 καὶ ἡ ἀδελφή του· ὅσοι γνωρίζουν περὶ αὐτῶν παρακαλοῦνται νὰ εἰδοποιήσουν τὸν κ. Γ. Κολυνάκην. <box>277 192 529 269</box>
nautikon-heading: ΝΑΥΤΙΚΟΝ ΑΠΟΜΑΧΙΚΟΝ ΤΑΜΕΙΟΝ <box>42 968 243 1000</box>
trapezitikon-heading: ΤΡΑΠΕΖΙΤΙΚΟΝ ΓΡΑΦΕΙΟΝ <box>1121 1064 1275 1100</box>
nautikon-body: Καλοῦνται οἱ κ. κ. Ἀντιπρόσωποι τῶν ναυτικῶν δήμων καὶ κοινοτήτων τοῦ Κράτους πρὸς συγκρότησιν τῆς τελευταίας συνεδριάσεως αὐτῶν Τετάρτην — 29 Μαρτίου — καὶ ὥραν 5 μ. μ. ἐν τῷ καταστήματι τοῦ Ν. Α. Ταμείου. <box>20 1054 265 1148</box>
mixanikon-body: Διὰ Β. διαταγμάτων προάγονται εἰς ἐπιθεωρητὰς τῆς Διευθύνσεως τῶν Δημοσίων Ἔργων οἱ κ. κ. Η. Μαντούκας, Γ. Βούρος, Ν. Μηλιαράκης, Χ. Παπαδόπουλος, Θ. Δαμάσκης καὶ εἰς ὑπομηχανικοὺς οἱ κ. κ. Χ. Ἀλεξόπουλος, Μ. Βασιλείου. <box>541 1405 795 1514</box>
